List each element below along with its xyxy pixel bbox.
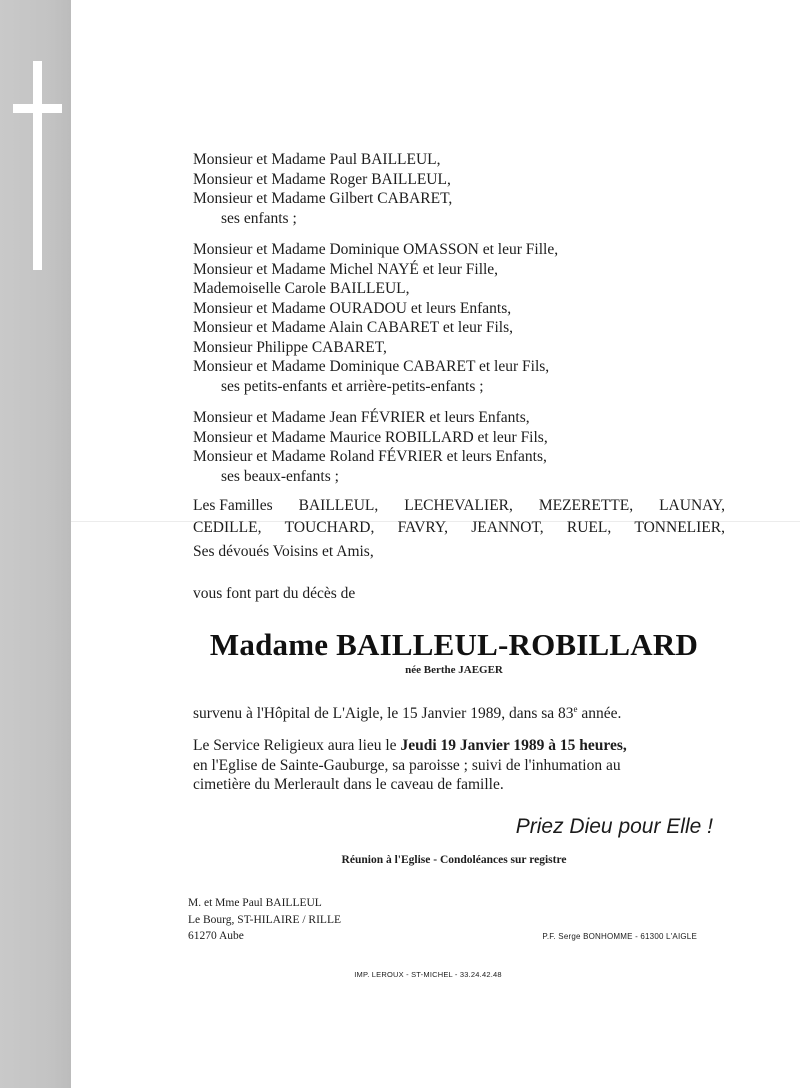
service-line-2: en l'Eglise de Sainte-Gauburge, sa paroisse ; suivi de l'inhumation au — [193, 756, 621, 774]
family-name: LECHEVALIER, — [404, 497, 513, 514]
family-address — [188, 895, 341, 945]
funeral-home: P.F. Serge BONHOMME - 61300 L'AIGLE — [542, 932, 697, 941]
death-text: survenu à l'Hôpital de L'Aigle, le 15 Janvier 1989, dans sa 83 — [193, 705, 574, 722]
reunion-text: Réunion à l'Eglise - Condoléances sur registre — [341, 854, 567, 866]
relation-label: ses beaux-enfants ; — [221, 467, 339, 485]
printer-text: IMP. LEROUX - ST-MICHEL - 33.24.42.48 — [354, 970, 502, 979]
families-group — [193, 496, 753, 537]
grandchildren-group — [193, 240, 753, 396]
birth-name — [0, 664, 800, 676]
family-line: Monsieur et Madame Jean FÉVRIER et leurs Enfants, — [193, 409, 530, 426]
address-line-2: Le Bourg, ST-HILAIRE / RILLE — [188, 913, 341, 926]
family-name: JEANNOT, — [471, 518, 544, 536]
family-name: TONNELIER, — [634, 518, 725, 536]
service-line-3: cimetière du Merlerault dans le caveau de famille. — [193, 776, 504, 793]
death-line — [193, 704, 753, 724]
families-line-1 — [193, 496, 725, 516]
family-name: CEDILLE, — [193, 518, 262, 536]
family-line: Monsieur et Madame Maurice ROBILLARD et leur Fils, — [193, 428, 548, 446]
announce-text: vous font part du décès de — [193, 585, 356, 602]
family-line: Monsieur Philippe CABARET, — [193, 338, 387, 356]
family-name: TOUCHARD, — [284, 518, 375, 536]
printer-credit — [0, 970, 800, 979]
family-name: FAVRY, — [397, 518, 448, 536]
address-line-3: 61270 Aube — [188, 930, 244, 942]
death-details — [193, 704, 753, 724]
relation-label: ses petits-enfants et arrière-petits-enfants ; — [221, 377, 484, 395]
family-name: BAILLEUL, — [298, 497, 379, 514]
family-line: Monsieur et Madame Dominique CABARET et leur Fils, — [193, 358, 550, 375]
family-name: MEZERETTE, — [538, 497, 634, 514]
family-line: Monsieur et Madame Roger BAILLEUL, — [193, 170, 451, 188]
family-line: Monsieur et Madame Alain CABARET et leur Fils, — [193, 319, 514, 336]
family-line: Monsieur et Madame Roland FÉVRIER et leurs Enfants, — [193, 448, 547, 465]
service-date: Jeudi 19 Janvier 1989 à 15 heures, — [400, 737, 627, 754]
address-line-1: M. et Mme Paul BAILLEUL — [188, 897, 322, 909]
service-line-1 — [193, 736, 753, 756]
prayer-text: Priez Dieu pour Elle ! — [515, 815, 713, 838]
deceased-name-text: Madame BAILLEUL-ROBILLARD — [209, 627, 699, 662]
families-prefix: Les Familles — [193, 497, 273, 514]
family-line: Monsieur et Madame OURADOU et leurs Enfants, — [193, 299, 512, 317]
neighbours-line — [193, 542, 753, 562]
service-intro: Le Service Religieux aura lieu le — [193, 737, 401, 754]
death-tail: année. — [577, 705, 622, 722]
family-line: Mademoiselle Carole BAILLEUL, — [193, 280, 410, 297]
ordinal-suffix: e — [573, 704, 578, 714]
relation-label: ses enfants ; — [221, 209, 297, 227]
families-line-2 — [193, 518, 725, 538]
family-line: Monsieur et Madame Gilbert CABARET, — [193, 190, 453, 207]
family-name: LAUNAY, — [659, 497, 725, 514]
family-name: RUEL, — [566, 518, 612, 536]
in-laws-group — [193, 408, 753, 486]
reunion-note — [0, 854, 800, 866]
deceased-name — [0, 627, 800, 663]
neighbours-text: Ses dévoués Voisins et Amis, — [193, 543, 374, 560]
family-line: Monsieur et Madame Dominique OMASSON et leur Fille, — [193, 241, 559, 258]
family-line: Monsieur et Madame Paul BAILLEUL, — [193, 151, 441, 168]
service-details — [193, 736, 753, 795]
birth-name-text: née Berthe JAEGER — [405, 664, 503, 676]
children-group — [193, 150, 753, 228]
announce-line — [193, 584, 753, 604]
family-line: Monsieur et Madame Michel NAYÉ et leur Fille, — [193, 260, 499, 278]
